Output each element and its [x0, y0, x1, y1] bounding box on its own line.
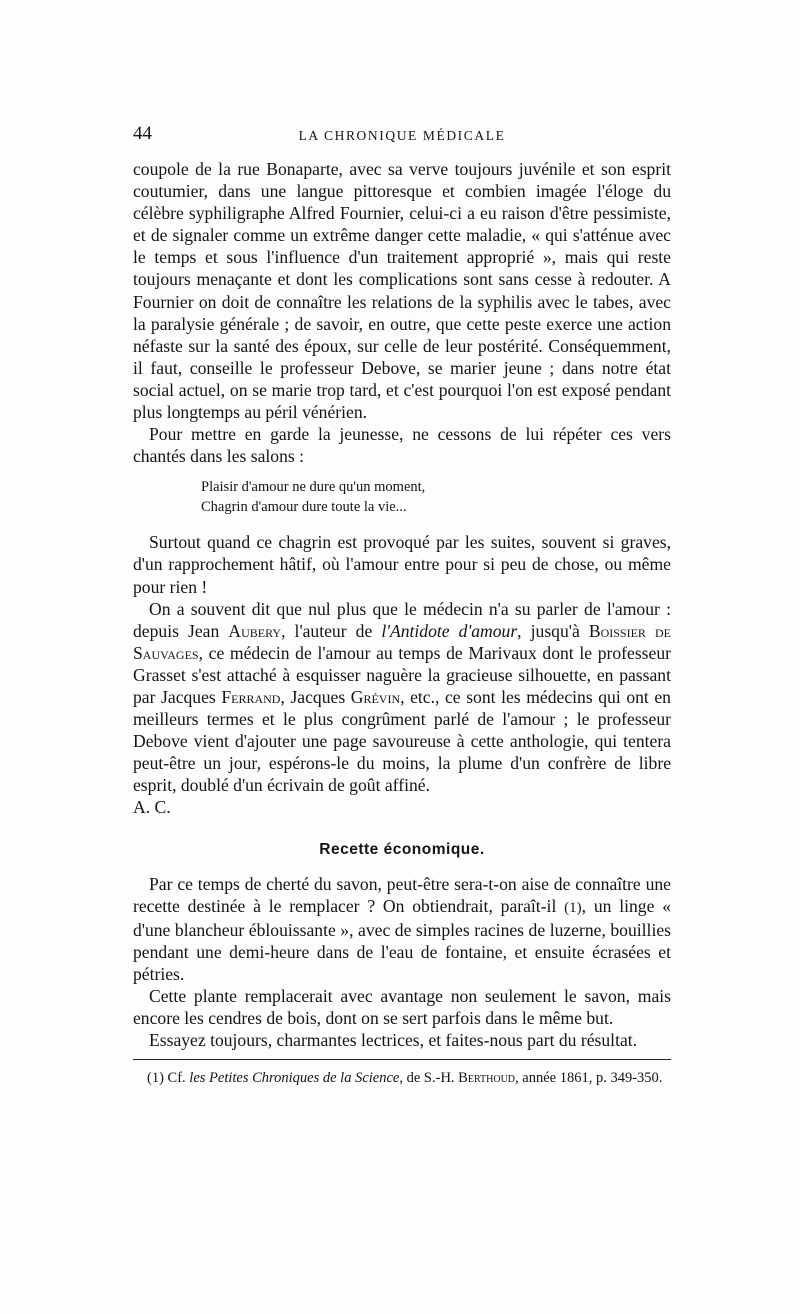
text-run: , jusqu'à — [517, 620, 589, 641]
verse-quote — [201, 478, 671, 517]
paragraph-4 — [133, 598, 671, 797]
running-title: LA CHRONIQUE MÉDICALE — [298, 128, 506, 143]
text-run: , ce médecin de l'amour au temps de Marivaux dont le professeur Grasset s'est attaché à esquisser naguère la gracieuse silhouette, en passant par Jacques — [133, 642, 671, 707]
footnote-reference: (1) — [564, 899, 582, 916]
signature: A. C. — [133, 797, 171, 818]
paragraph-1: coupole de la rue Bonaparte, avec sa verve toujours juvénile et son esprit coutumier, dans une langue pittoresque et combien imagée l'éloge du célèbre syphiligraphe Alfred Fournier, celui-ci a eu raison d'être pessimiste, et de signaler comme un extrême danger cette maladie, « qui s'atténue avec le temps et sous l'influence d'un traitement approprié », mais qui reste toujours menaçante et dont les complications sont sans cesse à redouter. A Fournier on doit de connaître les relations de la syphilis avec le tabes, avec la paralysie générale ; de savoir, en outre, que cette peste exerce une action néfaste sur la santé des époux, sur celle de leur postérité. Conséquemment, il faut, conseille le professeur Debove, se marier jeune ; dans notre état social actuel, on se marie trop tard, et c'est pourquoi l'on est exposé pendant plus longtemps au péril vénérien. — [133, 159, 671, 423]
recipe-paragraph-1 — [133, 873, 671, 985]
paragraph-3: Surtout quand ce chagrin est provoqué par les suites, souvent si graves, d'un rapprochement hâtif, où l'amour entre pour si peu de chose, ou même pour rien ! — [133, 532, 671, 597]
text-run: , etc., ce sont les médecins qui ont en meilleurs termes et le plus congrûment parlé de l'amour ; le professeur Debove vient d'ajouter une page savoureuse à cette anthologie, qui tentera peut-être un jour, espérons-le du moins, la plume d'un confrère de libre esprit, doublé d'un écrivain de goût affiné. — [133, 686, 671, 796]
recipe-paragraph-3: Essayez toujours, charmantes lectrices, et faites-nous part du résultat. — [149, 1030, 638, 1051]
paragraph-2: Pour mettre en garde la jeunesse, ne cessons de lui répéter ces vers chantés dans les salons : — [133, 424, 671, 467]
text-run: Par ce temps de cherté du savon, peut-être sera-t-on aise de connaître une recette destinée à le remplacer ? On obtiendrait, paraît-il — [133, 873, 671, 916]
footnote-book-title: les Petites Chroniques de la Science — [189, 1070, 400, 1087]
footnote — [133, 1069, 671, 1087]
author-name-aubery: Aubery — [228, 620, 282, 641]
author-name-ferrand: Ferrand — [221, 686, 281, 707]
text-run: Cf. — [163, 1070, 190, 1087]
section-title: Recette économique. — [319, 840, 485, 858]
text-run: , un linge « d'une blancheur éblouissante », avec de simples racines de luzerne, bouillies pendant une demi-heure dans de l'eau de fontaine, et ensuite écrasées et pétries. — [133, 895, 671, 984]
footnote-author: Berthoud — [458, 1070, 516, 1087]
body-text — [133, 158, 671, 1087]
book-title-antidote: l'Antidote d'amour — [381, 620, 518, 641]
text-run: , Jacques — [280, 686, 351, 707]
recipe-paragraph-2: Cette plante remplacerait avec avantage non seulement le savon, mais encore les cendres de bois, dont on se sert parfois dans le même but. — [133, 986, 671, 1029]
verse-line-1: Plaisir d'amour ne dure qu'un moment, — [201, 479, 426, 496]
text-run: , de S.-H. — [399, 1070, 459, 1087]
footnote-divider — [133, 1059, 671, 1060]
footnote-marker: (1) — [147, 1070, 164, 1087]
text-run: , année 1861, p. 349-350. — [515, 1070, 663, 1087]
text-run: On a souvent dit que nul plus que le médecin n'a su parler de l'amour : depuis Jean — [133, 598, 671, 641]
author-name-grevin: Grévin — [350, 686, 401, 707]
author-name-boissier: Boissier de Sauvages — [133, 620, 671, 663]
page-header — [133, 123, 671, 149]
page-number: 44 — [133, 123, 152, 144]
verse-line-2: Chagrin d'amour dure toute la vie... — [201, 498, 407, 515]
text-run: , l'auteur de — [281, 620, 382, 641]
